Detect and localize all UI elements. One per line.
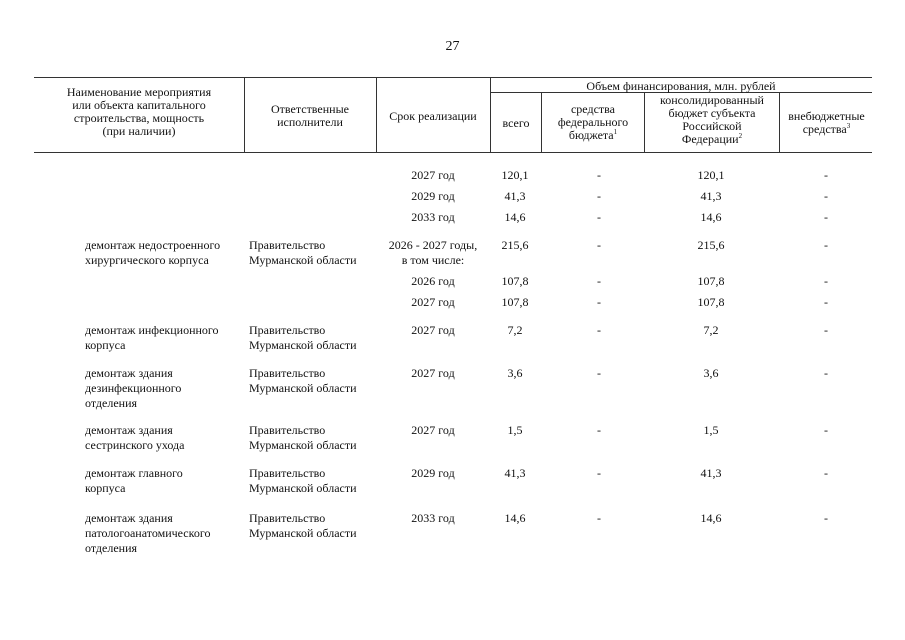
implementation-term-line: 2027 год xyxy=(411,295,455,309)
amount-total: 107,8 xyxy=(501,295,529,309)
responsible-executor-line: Мурманской области xyxy=(249,481,357,495)
responsible-executor-line: Мурманской области xyxy=(249,381,357,395)
implementation-term-line: в том числе: xyxy=(401,253,465,267)
responsible-executor-line: Мурманской области xyxy=(249,338,357,352)
amount-consolidated: 7,2 xyxy=(703,323,719,337)
amount-total: 7,2 xyxy=(507,323,523,337)
implementation-term xyxy=(378,295,488,310)
amount-extrabudgetary: - xyxy=(824,238,828,252)
measure-name-line: отделения xyxy=(85,541,138,555)
responsible-executor xyxy=(249,466,374,496)
measure-name-line: демонтаж здания xyxy=(85,511,173,525)
header-consolidated xyxy=(646,94,778,146)
amount-consolidated: 120,1 xyxy=(697,168,725,182)
amount-federal: - xyxy=(597,168,601,182)
header-term: Срок реализации xyxy=(389,109,477,123)
responsible-executor xyxy=(249,366,374,396)
measure-name-line: демонтаж инфекционного xyxy=(85,323,219,337)
footnote-mark: 1 xyxy=(613,128,618,136)
amount-total: 41,3 xyxy=(504,466,526,480)
responsible-executor-line: Мурманской области xyxy=(249,253,357,267)
header-divider xyxy=(541,92,542,152)
footnote-mark: 2 xyxy=(738,132,743,140)
header-federal xyxy=(543,103,643,142)
amount-total: 120,1 xyxy=(501,168,529,182)
header-extra-line: внебюджетные xyxy=(788,109,865,123)
measure-name xyxy=(85,423,245,453)
header-consolidated-line: бюджет субъекта xyxy=(668,106,756,120)
header-name-line: или объекта капитального xyxy=(72,98,206,112)
header-executors-line: Ответственные xyxy=(271,102,349,116)
implementation-term-line: 2027 год xyxy=(411,423,455,437)
header-divider xyxy=(779,92,780,152)
responsible-executor xyxy=(249,423,374,453)
implementation-term-line: 2027 год xyxy=(411,323,455,337)
amount-extrabudgetary: - xyxy=(824,366,828,380)
implementation-term xyxy=(378,423,488,438)
amount-federal: - xyxy=(597,238,601,252)
implementation-term-line: 2026 - 2027 годы, xyxy=(388,238,478,252)
implementation-term-line: 2033 год xyxy=(411,511,455,525)
measure-name-line: демонтаж здания xyxy=(85,423,173,437)
measure-name-line: патологоанатомического xyxy=(85,526,211,540)
amount-federal: - xyxy=(597,466,601,480)
implementation-term xyxy=(378,189,488,204)
responsible-executor xyxy=(249,323,374,353)
measure-name-line: сестринского ухода xyxy=(85,438,185,452)
measure-name xyxy=(85,238,245,268)
amount-consolidated: 41,3 xyxy=(700,189,722,203)
measure-name-line: корпуса xyxy=(85,481,126,495)
amount-extrabudgetary: - xyxy=(824,295,828,309)
amount-federal: - xyxy=(597,511,601,525)
header-name xyxy=(36,86,242,138)
amount-consolidated: 41,3 xyxy=(700,466,722,480)
responsible-executor-line: Правительство xyxy=(249,511,326,525)
amount-extrabudgetary: - xyxy=(824,168,828,182)
amount-extrabudgetary: - xyxy=(824,323,828,337)
amount-extrabudgetary: - xyxy=(824,210,828,224)
measure-name xyxy=(85,323,245,353)
header-consolidated-line: Российской xyxy=(682,119,742,133)
responsible-executor-line: Правительство xyxy=(249,366,326,380)
amount-extrabudgetary: - xyxy=(824,274,828,288)
amount-federal: - xyxy=(597,323,601,337)
responsible-executor-line: Правительство xyxy=(249,423,326,437)
implementation-term xyxy=(378,168,488,183)
implementation-term xyxy=(378,238,488,268)
implementation-term-line: 2027 год xyxy=(411,366,455,380)
header-federal-line: федерального xyxy=(557,115,629,129)
amount-extrabudgetary: - xyxy=(824,189,828,203)
responsible-executor-line: Правительство xyxy=(249,323,326,337)
measure-name xyxy=(85,511,245,556)
amount-total: 107,8 xyxy=(501,274,529,288)
header-consolidated-line: Федерации xyxy=(681,132,739,146)
measure-name-line: демонтаж здания xyxy=(85,366,173,380)
amount-extrabudgetary: - xyxy=(824,511,828,525)
header-total: всего xyxy=(502,116,530,130)
amount-total: 14,6 xyxy=(504,210,526,224)
amount-total: 3,6 xyxy=(507,366,523,380)
responsible-executor-line: Правительство xyxy=(249,466,326,480)
header-name-line: Наименование мероприятия xyxy=(66,85,212,99)
measure-name-line: хирургического корпуса xyxy=(85,253,209,267)
implementation-term xyxy=(378,274,488,289)
implementation-term-line: 2033 год xyxy=(411,210,455,224)
responsible-executor-line: Правительство xyxy=(249,238,326,252)
amount-extrabudgetary: - xyxy=(824,466,828,480)
responsible-executor xyxy=(249,511,374,541)
responsible-executor xyxy=(249,238,374,268)
header-name-line: строительства, мощность xyxy=(73,111,205,125)
header-divider xyxy=(644,92,645,152)
header-financing-group: Объем финансирования, млн. рублей xyxy=(586,79,776,93)
amount-federal: - xyxy=(597,210,601,224)
amount-total: 1,5 xyxy=(507,423,523,437)
implementation-term-line: 2027 год xyxy=(411,168,455,182)
amount-extrabudgetary: - xyxy=(824,423,828,437)
amount-federal: - xyxy=(597,295,601,309)
implementation-term xyxy=(378,210,488,225)
header-extra-line: средства xyxy=(802,122,847,136)
measure-name xyxy=(85,366,245,411)
implementation-term xyxy=(378,511,488,526)
implementation-term xyxy=(378,323,488,338)
header-divider xyxy=(376,77,377,152)
header-top-rule xyxy=(34,77,872,78)
responsible-executor-line: Мурманской области xyxy=(249,438,357,452)
amount-federal: - xyxy=(597,189,601,203)
page-number: 27 xyxy=(445,39,460,54)
amount-total: 14,6 xyxy=(504,511,526,525)
header-executors-line: исполнители xyxy=(277,115,343,129)
implementation-term xyxy=(378,366,488,381)
amount-consolidated: 14,6 xyxy=(700,210,722,224)
measure-name-line: демонтаж главного xyxy=(85,466,183,480)
amount-consolidated: 3,6 xyxy=(703,366,719,380)
header-federal-line: бюджета xyxy=(568,128,614,142)
header-divider xyxy=(490,77,491,152)
header-extra xyxy=(781,110,872,136)
implementation-term xyxy=(378,466,488,481)
amount-federal: - xyxy=(597,366,601,380)
measure-name-line: отделения xyxy=(85,396,138,410)
amount-federal: - xyxy=(597,274,601,288)
responsible-executor-line: Мурманской области xyxy=(249,526,357,540)
amount-total: 215,6 xyxy=(501,238,529,252)
amount-total: 41,3 xyxy=(504,189,526,203)
implementation-term-line: 2029 год xyxy=(411,189,455,203)
measure-name xyxy=(85,466,245,496)
header-consolidated-line: консолидированный xyxy=(660,93,764,107)
header-bottom-rule xyxy=(34,152,872,153)
measure-name-line: дезинфекционного xyxy=(85,381,182,395)
measure-name-line: корпуса xyxy=(85,338,126,352)
amount-consolidated: 14,6 xyxy=(700,511,722,525)
amount-consolidated: 1,5 xyxy=(703,423,719,437)
header-name-line: (при наличии) xyxy=(102,124,176,138)
amount-federal: - xyxy=(597,423,601,437)
implementation-term-line: 2026 год xyxy=(411,274,455,288)
amount-consolidated: 107,8 xyxy=(697,274,725,288)
header-federal-line: средства xyxy=(570,102,615,116)
footnote-mark: 3 xyxy=(846,122,851,130)
amount-consolidated: 215,6 xyxy=(697,238,725,252)
implementation-term-line: 2029 год xyxy=(411,466,455,480)
measure-name-line: демонтаж недостроенного xyxy=(85,238,221,252)
header-divider xyxy=(244,77,245,152)
amount-consolidated: 107,8 xyxy=(697,295,725,309)
header-executors xyxy=(246,103,374,129)
